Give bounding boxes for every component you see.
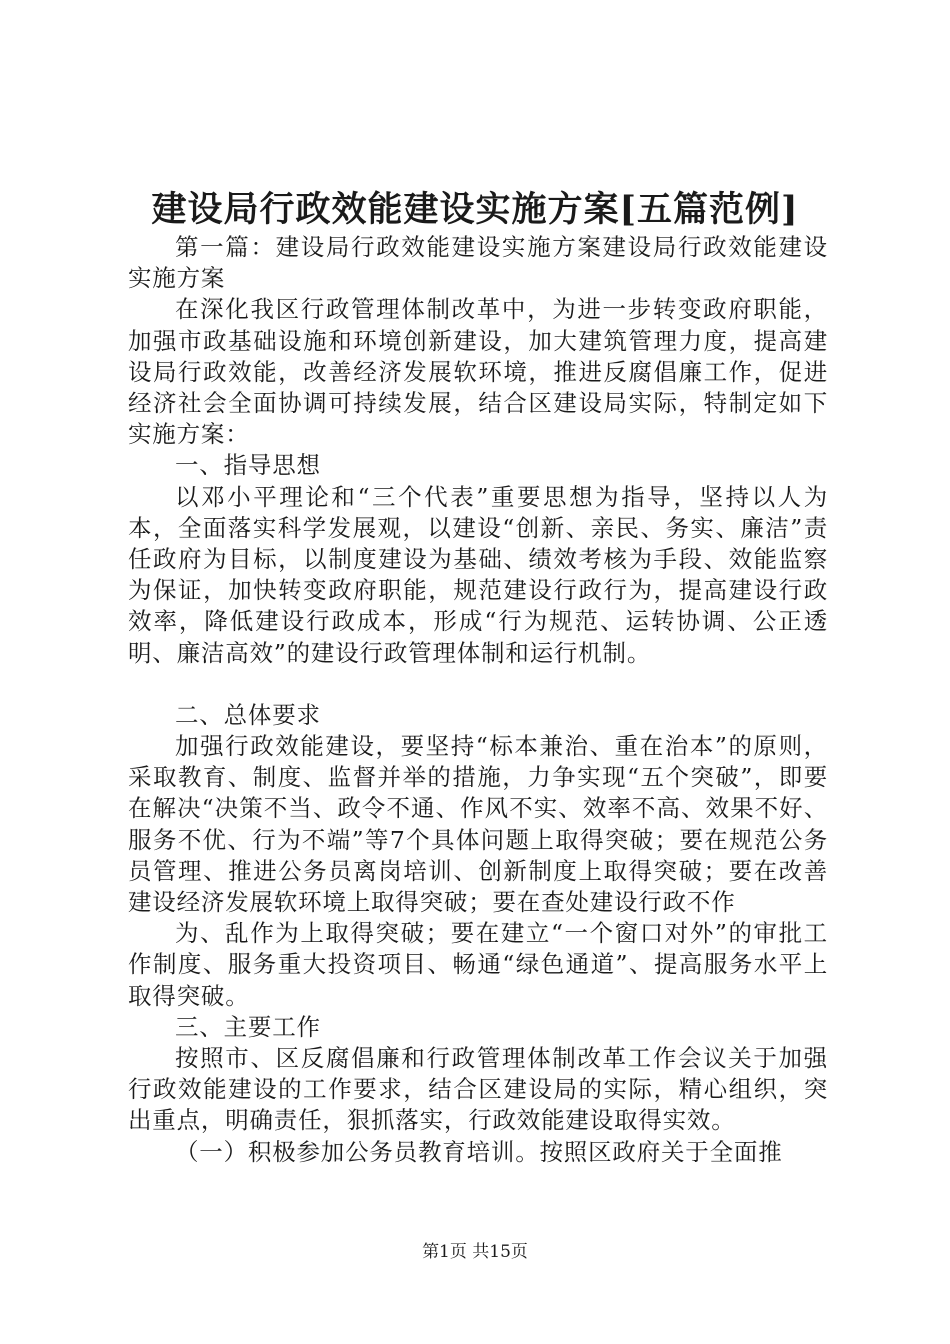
paragraph-part-one-title: 第一篇：建设局行政效能建设实施方案建设局行政效能建设实施方案 bbox=[128, 233, 828, 293]
document-title: 建设局行政效能建设实施方案[五篇范例] bbox=[151, 189, 799, 230]
paragraph-overall-requirements: 加强行政效能建设，要坚持“标本兼治、重在治本”的原则，采取教育、制度、监督并举的措施，力争实现“五个突破”，即要在解决“决策不当、政令不通、作风不实、效率不高、效果不好、服务不优、行为不端”等7个具体问题上取得突破；要在规范公务员管理、推进公务员离岗培训、创新制度上取得突破；要在改善建设经济发展软环境上取得突破；要在查处建设行政不作 bbox=[128, 732, 828, 917]
paragraph-guiding-thought: 以邓小平理论和“三个代表”重要思想为指导，坚持以人为本，全面落实科学发展观，以建设“创新、亲民、务实、廉洁”责任政府为目标，以制度建设为基础、绩效考核为手段、效能监察为保证，加快转变政府职能，规范建设行政行为，提高建设行政效率，降低建设行政成本，形成“行为规范、运转协调、公正透明、廉洁高效”的建设行政管理体制和运行机制。 bbox=[128, 482, 828, 667]
paragraph-intro: 在深化我区行政管理体制改革中，为进一步转变政府职能，加强市政基础设施和环境创新建设，加大建筑管理力度，提高建设局行政效能，改善经济发展软环境，推进反腐倡廉工作，促进经济社会全面协调可持续发展，结合区建设局实际，特制定如下实施方案： bbox=[128, 295, 828, 449]
page-number-footer: 第1页 共15页 bbox=[422, 1242, 528, 1262]
heading-guiding-thought: 一、指导思想 bbox=[175, 451, 321, 480]
paragraph-training: （一）积极参加公务员教育培训。按照区政府关于全面推 bbox=[175, 1137, 783, 1166]
paragraph-overall-requirements-cont: 为、乱作为上取得突破；要在建立“一个窗口对外”的审批工作制度、服务重大投资项目、畅通“绿色通道”、提高服务水平上取得突破。 bbox=[128, 919, 828, 1010]
heading-main-work: 三、主要工作 bbox=[175, 1012, 321, 1041]
document-body bbox=[128, 232, 828, 1168]
heading-overall-requirements: 二、总体要求 bbox=[175, 700, 321, 729]
paragraph-main-work: 按照市、区反腐倡廉和行政管理体制改革工作会议关于加强行政效能建设的工作要求，结合区建设局的实际，精心组织，突出重点，明确责任，狠抓落实，行政效能建设取得实效。 bbox=[128, 1044, 828, 1135]
